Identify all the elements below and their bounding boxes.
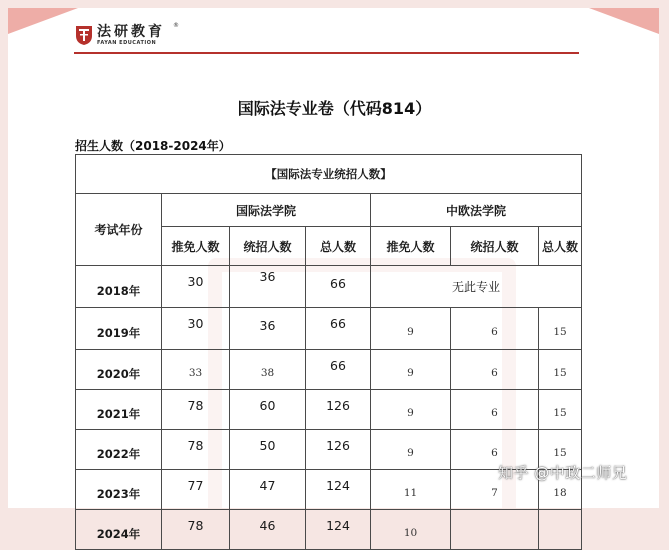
page-title: 国际法专业卷（代码814）: [237, 99, 432, 118]
data-cell: 6: [451, 350, 539, 390]
data-cell: 6: [451, 308, 539, 350]
zhihu-watermark: 知乎 @中政二师兄: [498, 464, 628, 482]
enrollment-table: [75, 154, 582, 550]
column-header: 统招人数: [230, 227, 306, 266]
data-cell: 9: [371, 390, 451, 430]
data-cell: 33: [162, 350, 230, 390]
data-cell: 78: [162, 390, 230, 430]
table-row: [76, 510, 582, 550]
data-cell: 66: [306, 308, 371, 350]
data-cell: 15: [539, 350, 582, 390]
logo-english-text: FAYAN EDUCATION: [97, 39, 157, 46]
data-cell: 124: [306, 510, 371, 550]
data-cell: 18: [539, 470, 582, 510]
data-cell: 36: [230, 308, 306, 350]
school-header-intl: 国际法学院: [162, 194, 371, 227]
data-cell: 60: [230, 390, 306, 430]
data-cell: 47: [230, 470, 306, 510]
column-header: 推免人数: [162, 227, 230, 266]
data-cell: 66: [306, 350, 371, 390]
table-banner: 【国际法专业统招人数】: [76, 155, 582, 194]
data-cell: 126: [306, 430, 371, 470]
data-cell: 77: [162, 470, 230, 510]
data-cell: 36: [230, 266, 306, 308]
year-cell: 2024年: [76, 510, 162, 550]
data-cell: 9: [371, 430, 451, 470]
data-cell: 66: [306, 266, 371, 308]
table-row: [76, 350, 582, 390]
data-cell: 9: [371, 350, 451, 390]
corner-decoration: [8, 8, 78, 34]
year-cell: 2023年: [76, 470, 162, 510]
data-cell: 6: [451, 390, 539, 430]
year-cell: 2022年: [76, 430, 162, 470]
data-cell: 7: [451, 470, 539, 510]
data-cell: 9: [371, 308, 451, 350]
logo-chinese-text: 法研教育: [97, 23, 165, 40]
data-cell: [451, 510, 539, 550]
school-header-eu: 中欧法学院: [371, 194, 582, 227]
year-cell: 2018年: [76, 266, 162, 308]
year-cell: 2019年: [76, 308, 162, 350]
data-cell: 6: [451, 430, 539, 470]
corner-decoration: [589, 8, 659, 34]
data-cell: 30: [162, 266, 230, 308]
data-cell: 78: [162, 510, 230, 550]
data-cell: 38: [230, 350, 306, 390]
data-cell: 11: [371, 470, 451, 510]
data-cell: 124: [306, 470, 371, 510]
section-title: 招生人数（2018-2024年）: [75, 139, 231, 153]
data-cell: 10: [371, 510, 451, 550]
table-row: [76, 390, 582, 430]
table-row: [76, 308, 582, 350]
header-rule: [74, 52, 579, 54]
registered-mark: ®: [173, 22, 179, 29]
data-cell: 78: [162, 430, 230, 470]
column-header: 总人数: [306, 227, 371, 266]
data-cell: 30: [162, 308, 230, 350]
year-header: 考试年份: [76, 194, 162, 266]
data-cell: 50: [230, 430, 306, 470]
data-cell: 126: [306, 390, 371, 430]
data-cell: 15: [539, 430, 582, 470]
column-header: 推免人数: [371, 227, 451, 266]
data-cell: 46: [230, 510, 306, 550]
data-cell: [539, 510, 582, 550]
brand-logo: [75, 22, 179, 46]
table-row: [76, 266, 582, 308]
year-cell: 2020年: [76, 350, 162, 390]
no-program-cell: 无此专业: [371, 266, 582, 308]
column-header: 统招人数: [451, 227, 539, 266]
column-header: 总人数: [539, 227, 582, 266]
data-cell: 15: [539, 390, 582, 430]
year-cell: 2021年: [76, 390, 162, 430]
shield-icon: [75, 24, 93, 46]
data-cell: 15: [539, 308, 582, 350]
